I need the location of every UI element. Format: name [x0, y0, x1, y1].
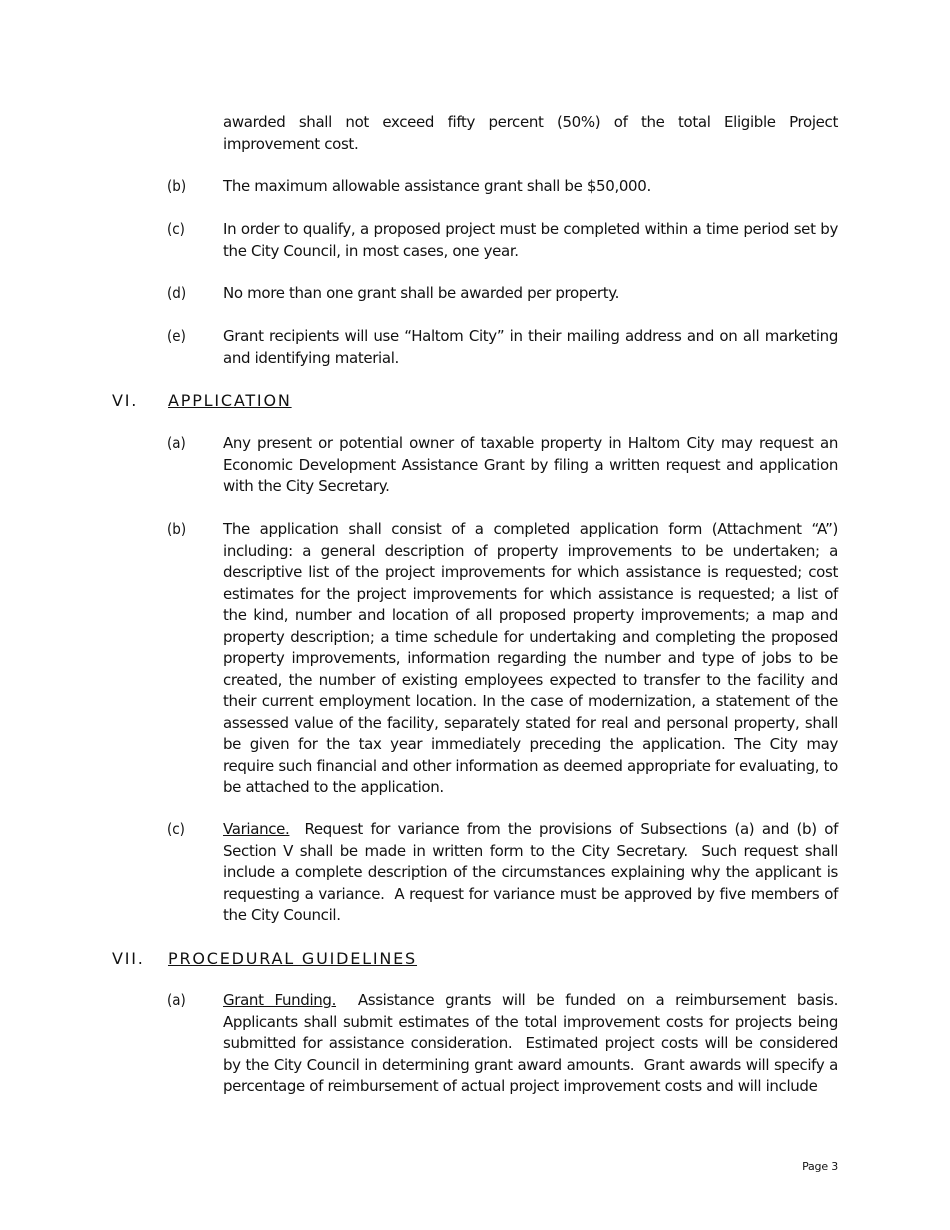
item-text: No more than one grant shall be awarded per property.: [223, 284, 620, 302]
item-lead-heading: Variance.: [223, 820, 290, 838]
item-text: The maximum allowable assistance grant shall be $50,000.: [223, 177, 651, 195]
item-lead-heading: Grant Funding.: [223, 991, 337, 1009]
item-text: Grant recipients will use “Haltom City” in their mailing address and on all marketing and identifying material.: [223, 327, 838, 367]
continuation-text: awarded shall not exceed fifty percent (50%) of the total Eligible Project improvement cost.: [223, 113, 838, 153]
item-text: [223, 519, 838, 799]
item-text: In order to qualify, a proposed project must be completed within a time period set by the City Council, in most cases, one year.: [223, 220, 838, 260]
item-label: (c): [167, 820, 185, 838]
item-text: [223, 433, 838, 498]
section-title: PROCEDURAL GUIDELINES: [168, 949, 418, 968]
section-number: VI.: [112, 391, 139, 410]
item-body: Assistance grants will be funded on a reimbursement basis. Applicants shall submit estimates of the total improvement costs for projects being submitted for assistance consideration. Estimated project costs will be considered by the City Council in determining grant award amounts. Grant awards will specify a percentage of reimbursement of actual project improvement costs and will include: [223, 991, 843, 1095]
item-body: The application shall consist of a completed application form (Attachment “A”) including: a general description of property improvements to be undertaken; a descriptive list of the project improvements for which assistance is requested; cost estimates for the project improvements for which assistance is requested; a list of the kind, number and location of all proposed property improvements; a map and property description; a time schedule for undertaking and completing the proposed property improvements, information regarding the number and type of jobs to be created, the number of existing employees expected to transfer to the facility and their current employment location. In the case of modernization, a statement of the assessed value of the facility, separately stated for real and personal property, shall be given for the tax year immediately preceding the application. The City may require such financial and other information as deemed appropriate for evaluating, to be attached to the application.: [223, 520, 838, 796]
item-label: (a): [167, 434, 186, 452]
section-number: VII.: [112, 949, 145, 968]
item-body: Any present or potential owner of taxable property in Haltom City may request an Economic Development Assistance Grant by filing a written request and application with the City Secretary.: [223, 434, 838, 495]
page-number: Page 3: [802, 1160, 838, 1173]
item-label: (c): [167, 220, 185, 238]
item-body: Request for variance from the provisions of Subsections (a) and (b) of Section V shall be made in written form to the City Secretary. Such request shall include a complete description of the circumstances explaining why the applicant is requesting a variance. A request for variance must be approved by five members of the City Council.: [223, 820, 843, 924]
item-text: [223, 990, 843, 1098]
item-text: [223, 819, 843, 927]
item-label: (e): [167, 327, 186, 345]
item-label: (b): [167, 177, 187, 195]
section-title: APPLICATION: [168, 391, 292, 410]
item-label: (a): [167, 991, 186, 1009]
item-label: (d): [167, 284, 187, 302]
item-label: (b): [167, 520, 187, 538]
